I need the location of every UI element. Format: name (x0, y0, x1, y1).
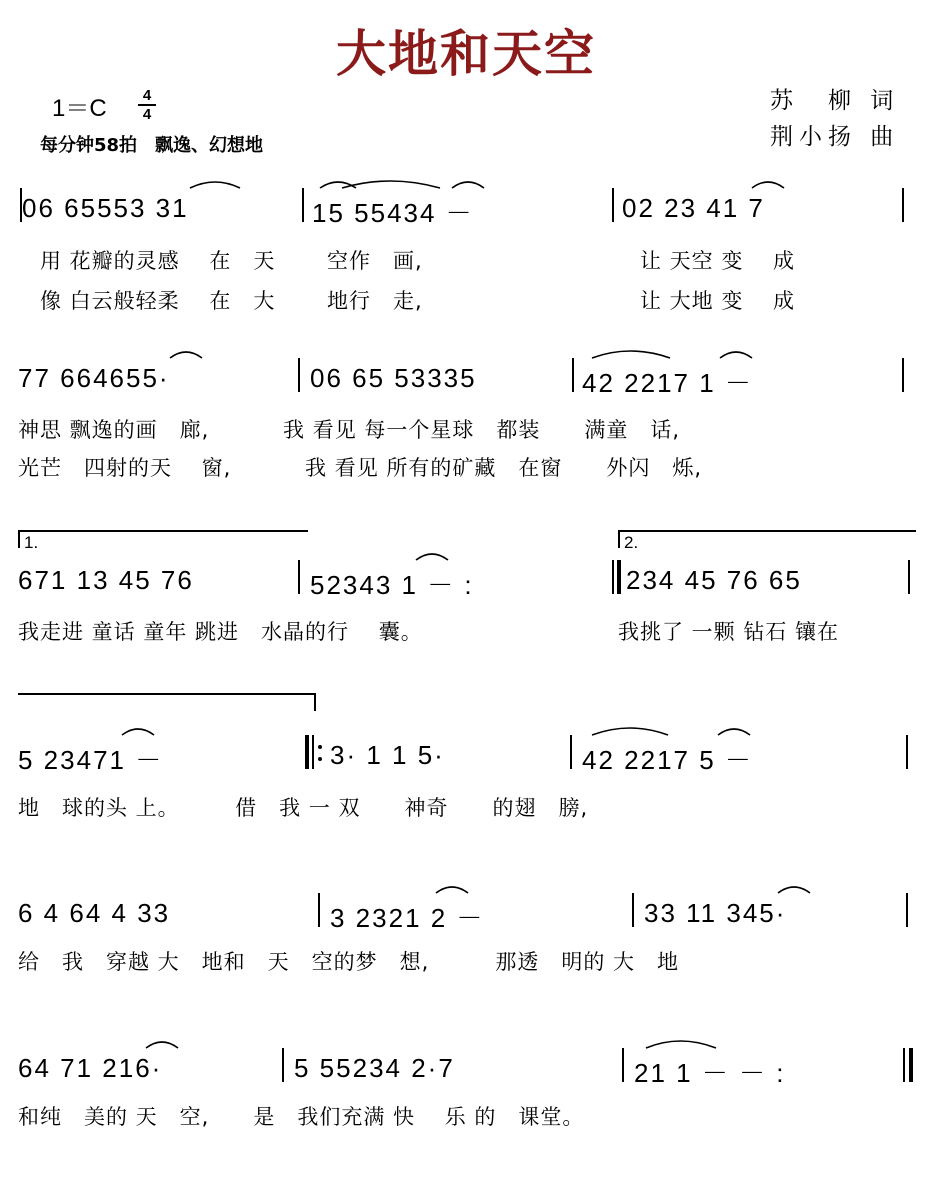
notes-measure: 3 2321 2 － (330, 903, 485, 933)
time-signature-bottom: 4 (142, 106, 152, 123)
notes-measure: 52343 1 － : (310, 570, 474, 600)
slur (752, 182, 784, 188)
notes-measure: 6 4 64 4 33 (18, 898, 171, 928)
notes-measure: 64 71 216· (18, 1053, 163, 1083)
slur (646, 1041, 716, 1048)
notes-measure: 42 2217 5 － (582, 745, 753, 775)
composer-credit: 荆小扬 曲 (770, 124, 900, 150)
lyric-verse-1: 神思 飘逸的画 廊, 我 看见 每一个星球 都装 满童 话, (18, 418, 681, 442)
lyric-verse-2: 光芒 四射的天 窗, 我 看见 所有的矿藏 在窗 外闪 烁, (18, 456, 703, 480)
slur (170, 352, 202, 358)
slur (436, 887, 468, 893)
lyric: 我走进 童话 童年 跳进 水晶的行 囊。 (18, 620, 423, 644)
notes-measure: 06 65 53335 (310, 363, 477, 393)
key-signature: 1＝C (52, 95, 107, 122)
lyricist-credit: 苏 柳 词 (770, 88, 900, 114)
slur (718, 729, 750, 735)
lyric: 给 我 穿越 大 地和 天 空的梦 想, 那透 明的 大 地 (18, 950, 680, 974)
lyric: 我挑了 一颗 钻石 镶在 (618, 620, 840, 644)
slur (720, 352, 752, 358)
lyric-verse-1: 用 花瓣的灵感 在 天 空作 画, (40, 249, 423, 273)
slur (592, 351, 670, 358)
slur (452, 182, 484, 188)
lyric-verse-2: 让 大地 变 成 (640, 289, 796, 313)
tempo-marking: 每分钟58拍 飘逸、幻想地 (40, 135, 264, 156)
notes-measure: 234 45 76 65 (626, 565, 802, 595)
slur (190, 182, 240, 188)
lyric: 地 球的头 上。 借 我 一 双 神奇 的翅 膀, (18, 796, 589, 820)
notes-measure: 5 23471 － (18, 745, 164, 775)
notes-measure: 15 55434 － (312, 198, 474, 228)
notes-measure: 3· 1 1 5· (330, 740, 445, 770)
song-title: 大地和天空 (336, 24, 596, 83)
notes-measure: 06 65553 31 (22, 193, 189, 223)
slur (122, 729, 154, 735)
slur (416, 554, 448, 560)
notes-measure: 5 55234 2·7 (294, 1053, 455, 1083)
notes-measure: 42 2217 1 － (582, 368, 753, 398)
slur (778, 887, 810, 893)
slur (146, 1042, 178, 1048)
notes-measure: 21 1 － － : (634, 1058, 786, 1088)
time-signature-top: 4 (142, 87, 152, 104)
volta-1-label: 1. (24, 533, 39, 552)
notes-measure: 33 11 345· (644, 898, 787, 928)
notes-measure: 671 13 45 76 (18, 565, 194, 595)
lyric: 和纯 美的 天 空, 是 我们充满 快 乐 的 课堂。 (18, 1105, 585, 1129)
notes-measure: 77 664655· (18, 363, 170, 393)
slur (592, 728, 668, 735)
slur (342, 181, 440, 188)
volta-2-label: 2. (624, 533, 639, 552)
lyric-verse-2: 像 白云般轻柔 在 大 地行 走, (40, 289, 423, 313)
lyric-verse-1: 让 天空 变 成 (640, 249, 796, 273)
notes-measure: 02 23 41 7 (622, 193, 765, 223)
